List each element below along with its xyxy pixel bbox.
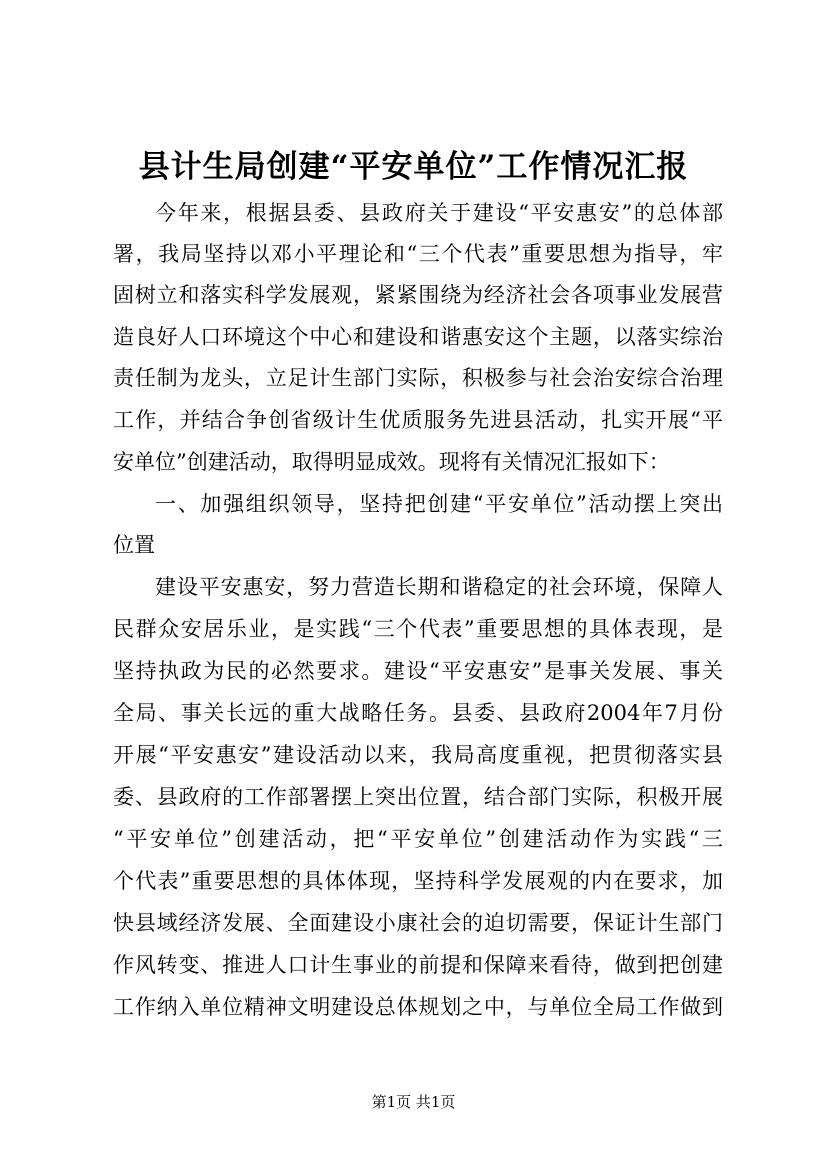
paragraph-line: 造良好人口环境这个中心和建设和谐惠安这个主题，以落实综治 xyxy=(113,325,723,349)
paragraph-line: “平安单位”创建活动，把“平安单位”创建活动作为实践“三 xyxy=(113,827,723,851)
paragraph-line: 固树立和落实科学发展观，紧紧围绕为经济社会各项事业发展营 xyxy=(113,283,723,307)
paragraph-line: 建设平安惠安，努力营造长期和谐稳定的社会环境，保障人 xyxy=(155,575,723,599)
paragraph-line: 个代表”重要思想的具体体现，坚持科学发展观的内在要求，加 xyxy=(113,869,723,893)
paragraph-line: 全局、事关长远的重大战略任务。县委、县政府2004年7月份 xyxy=(113,701,723,725)
paragraph-line: 开展“平安惠安”建设活动以来，我局高度重视，把贯彻落实县 xyxy=(113,743,723,767)
section-heading-line: 位置 xyxy=(113,533,155,557)
paragraph-line: 快县域经济发展、全面建设小康社会的迫切需要，保证计生部门 xyxy=(113,911,723,935)
page-footer: 第1页 共1页 xyxy=(371,1093,456,1111)
document-title: 县计生局创建“平安单位”工作情况汇报 xyxy=(138,149,689,185)
paragraph-line: 署，我局坚持以邓小平理论和“三个代表”重要思想为指导，牢 xyxy=(113,242,723,266)
paragraph-line: 安单位”创建活动，取得明显成效。现将有关情况汇报如下： xyxy=(113,450,670,474)
paragraph-line: 委、县政府的工作部署摆上突出位置，结合部门实际，积极开展 xyxy=(113,785,723,809)
paragraph-line: 工作纳入单位精神文明建设总体规划之中，与单位全局工作做到 xyxy=(113,995,723,1019)
paragraph-line: 责任制为龙头，立足计生部门实际，积极参与社会治安综合治理 xyxy=(113,366,723,390)
paragraph-line: 民群众安居乐业，是实践“三个代表”重要思想的具体表现，是 xyxy=(113,617,723,641)
paragraph-line: 工作，并结合争创省级计生优质服务先进县活动，扎实开展“平 xyxy=(113,408,723,432)
paragraph-line: 作风转变、推进人口计生事业的前提和保障来看待，做到把创建 xyxy=(113,953,723,977)
paragraph-line: 今年来，根据县委、县政府关于建设“平安惠安”的总体部 xyxy=(155,201,723,225)
paragraph-line: 坚持执政为民的必然要求。建设“平安惠安”是事关发展、事关 xyxy=(113,659,723,683)
section-heading-line: 一、加强组织领导，坚持把创建“平安单位”活动摆上突出 xyxy=(155,492,723,516)
